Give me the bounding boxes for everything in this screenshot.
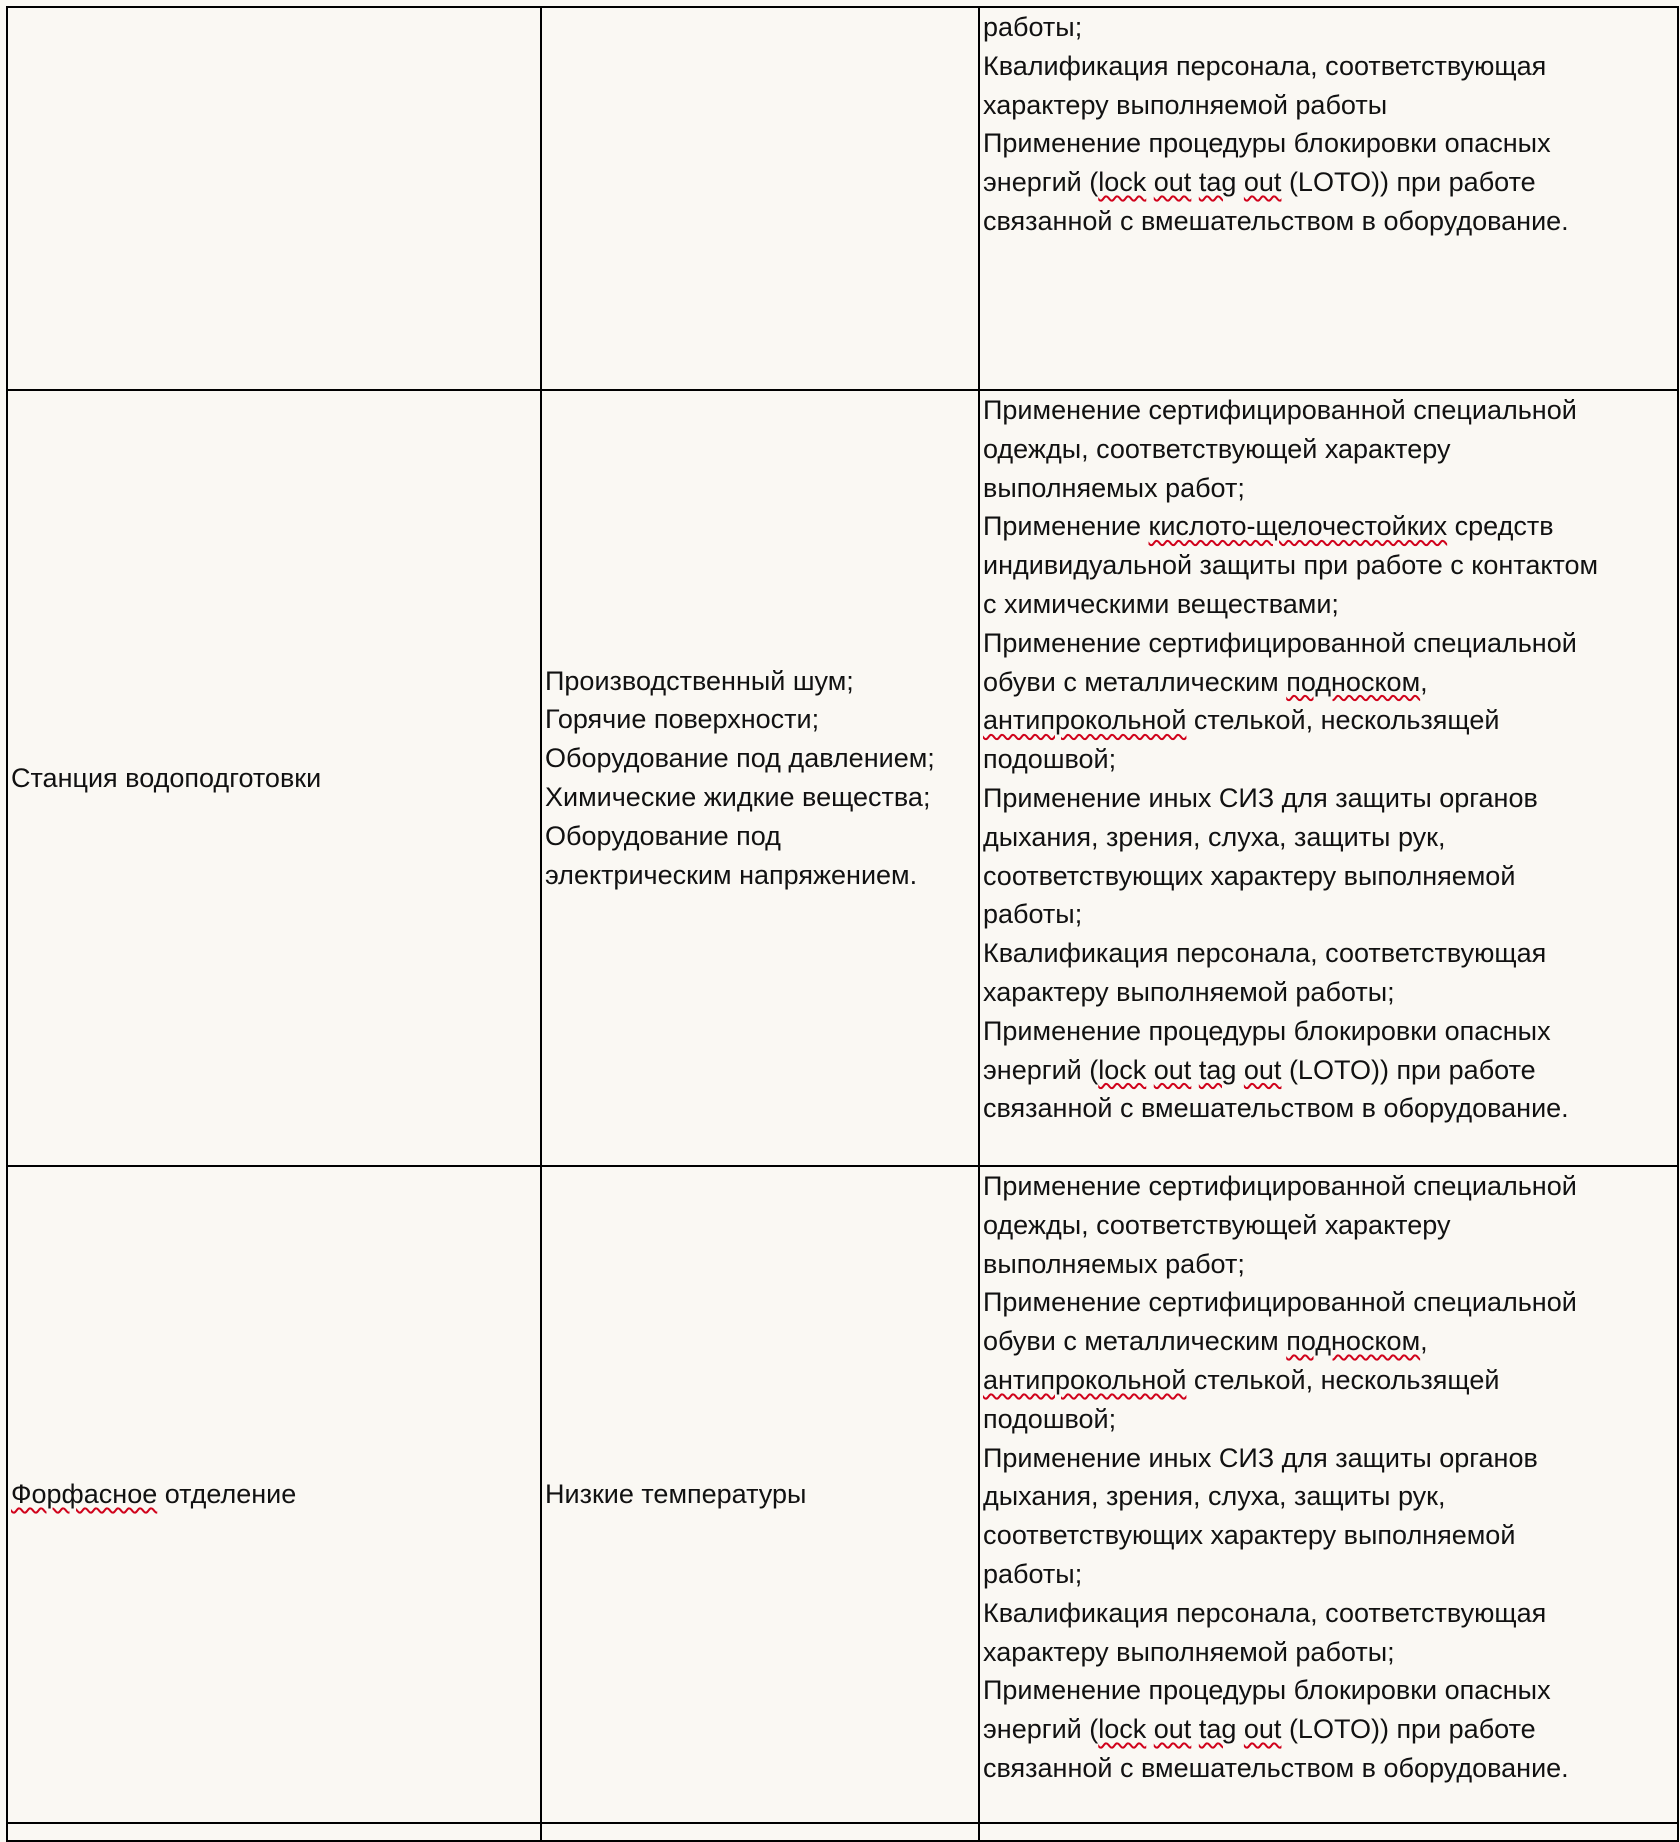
spellcheck-underline: Форфасное xyxy=(11,1479,158,1510)
measure-line: Применение сертифицированной специальной xyxy=(983,395,1577,425)
measure-line: работы; xyxy=(983,899,1083,930)
spellcheck-underline: lock xyxy=(1098,167,1147,198)
measure-line: одежды, соответствующей характеру xyxy=(983,433,1451,464)
measures-cell xyxy=(979,1166,1678,1823)
measure-line: дыхания, зрения, слуха, защиты рук, xyxy=(983,821,1446,852)
hazards-cell xyxy=(541,1823,979,1841)
measure-line: подошвой; xyxy=(983,1403,1117,1434)
measure-line: Применение сертифицированной специальной xyxy=(983,627,1577,658)
measure-line: антипрокольной стелькой, нескользящей xyxy=(983,1364,1500,1395)
table-row xyxy=(7,7,1678,390)
spellcheck-underline: подноском xyxy=(1286,666,1421,697)
measures-cell xyxy=(979,390,1678,1166)
measure-line: Квалификация персонала, соответствующая xyxy=(983,1597,1547,1628)
hazards-cell xyxy=(541,1166,979,1823)
measure-line: характеру выполняемой работы xyxy=(983,89,1388,120)
measure-line: Квалификация персонала, соответствующая xyxy=(983,938,1547,969)
spellcheck-underline: lock xyxy=(1098,1714,1147,1745)
hazards-table xyxy=(6,6,1679,1842)
spellcheck-underline: out xyxy=(1243,167,1282,198)
measures-cell xyxy=(979,1823,1678,1841)
hazards-cell xyxy=(541,7,979,390)
spellcheck-underline: tag xyxy=(1198,1054,1237,1085)
measure-line: энергий (lock out tag out (LOTO)) при работе xyxy=(983,1054,1536,1085)
spellcheck-underline: out xyxy=(1153,1714,1192,1745)
table-row xyxy=(7,390,1678,1166)
measure-line: характеру выполняемой работы; xyxy=(983,1636,1395,1667)
measure-line: энергий (lock out tag out (LOTO)) при работе xyxy=(983,1714,1536,1745)
area-cell xyxy=(7,1166,541,1823)
spellcheck-underline: подноском xyxy=(1286,1326,1421,1357)
measure-line: соответствующих характеру выполняемой xyxy=(983,860,1516,891)
measure-line: дыхания, зрения, слуха, защиты рук, xyxy=(983,1481,1446,1512)
measure-line: Применение сертифицированной специальной xyxy=(983,1287,1577,1318)
measure-line: обуви с металлическим подноском, xyxy=(983,1326,1428,1357)
measures-cell xyxy=(979,7,1678,390)
measure-line: антипрокольной стелькой, нескользящей xyxy=(983,705,1500,736)
spellcheck-underline: кислото-щелочестойких xyxy=(1148,511,1448,542)
measure-line: работы; xyxy=(983,1558,1083,1589)
spellcheck-underline: tag xyxy=(1198,167,1237,198)
measure-line: связанной с вмешательством в оборудование. xyxy=(983,205,1569,236)
spellcheck-underline: out xyxy=(1243,1714,1282,1745)
spellcheck-underline: tag xyxy=(1198,1714,1237,1745)
measure-line: работы; xyxy=(983,12,1083,42)
measure-line: Применение процедуры блокировки опасных xyxy=(983,1675,1551,1706)
hazard-line: Производственный шум; xyxy=(545,665,854,696)
measure-line: Применение процедуры блокировки опасных xyxy=(983,128,1551,159)
measure-line: Применение процедуры блокировки опасных xyxy=(983,1015,1551,1046)
measure-line: обуви с металлическим подноском, xyxy=(983,666,1428,697)
hazard-line: Химические жидкие вещества; xyxy=(545,782,931,812)
hazard-line: Горячие поверхности; xyxy=(545,704,820,735)
measure-line: Применение кислото-щелочестойких средств xyxy=(983,511,1554,542)
hazard-line: Оборудование под давлением; xyxy=(545,743,935,774)
hazard-line: Оборудование под xyxy=(545,820,781,851)
measure-line: одежды, соответствующей характеру xyxy=(983,1209,1451,1240)
spellcheck-underline: антипрокольной xyxy=(983,1364,1187,1395)
table-row xyxy=(7,1823,1678,1841)
area-cell xyxy=(7,1823,541,1841)
measure-line: Применение иных СИЗ для защиты органов xyxy=(983,1442,1538,1473)
hazard-line: Низкие температуры xyxy=(545,1479,807,1510)
measure-line: выполняемых работ; xyxy=(983,472,1245,503)
spellcheck-underline: антипрокольной xyxy=(983,705,1187,736)
table-row xyxy=(7,1166,1678,1823)
hazards-cell xyxy=(541,390,979,1166)
measure-line: выполняемых работ; xyxy=(983,1248,1245,1279)
area-cell xyxy=(7,390,541,1166)
area-name: Форфасное отделение xyxy=(11,1479,297,1510)
area-name: Станция водоподготовки xyxy=(11,762,322,793)
measure-line: характеру выполняемой работы; xyxy=(983,976,1395,1007)
measure-line: связанной с вмешательством в оборудование. xyxy=(983,1093,1569,1124)
spellcheck-underline: lock xyxy=(1098,1054,1147,1085)
hazard-line: электрическим напряжением. xyxy=(545,859,918,890)
measure-line: индивидуальной защиты при работе с контактом xyxy=(983,550,1599,581)
measure-line: Применение сертифицированной специальной xyxy=(983,1171,1577,1201)
measure-line: Применение иных СИЗ для защиты органов xyxy=(983,782,1538,813)
measure-line: соответствующих характеру выполняемой xyxy=(983,1520,1516,1551)
spellcheck-underline: out xyxy=(1153,1054,1192,1085)
measure-line: подошвой; xyxy=(983,744,1117,775)
spellcheck-underline: out xyxy=(1243,1054,1282,1085)
measure-line: с химическими веществами; xyxy=(983,588,1339,619)
area-cell xyxy=(7,7,541,390)
measure-line: энергий (lock out tag out (LOTO)) при работе xyxy=(983,167,1536,198)
measure-line: связанной с вмешательством в оборудование. xyxy=(983,1752,1569,1783)
spellcheck-underline: out xyxy=(1153,167,1192,198)
measure-line: Квалификация персонала, соответствующая xyxy=(983,50,1547,81)
